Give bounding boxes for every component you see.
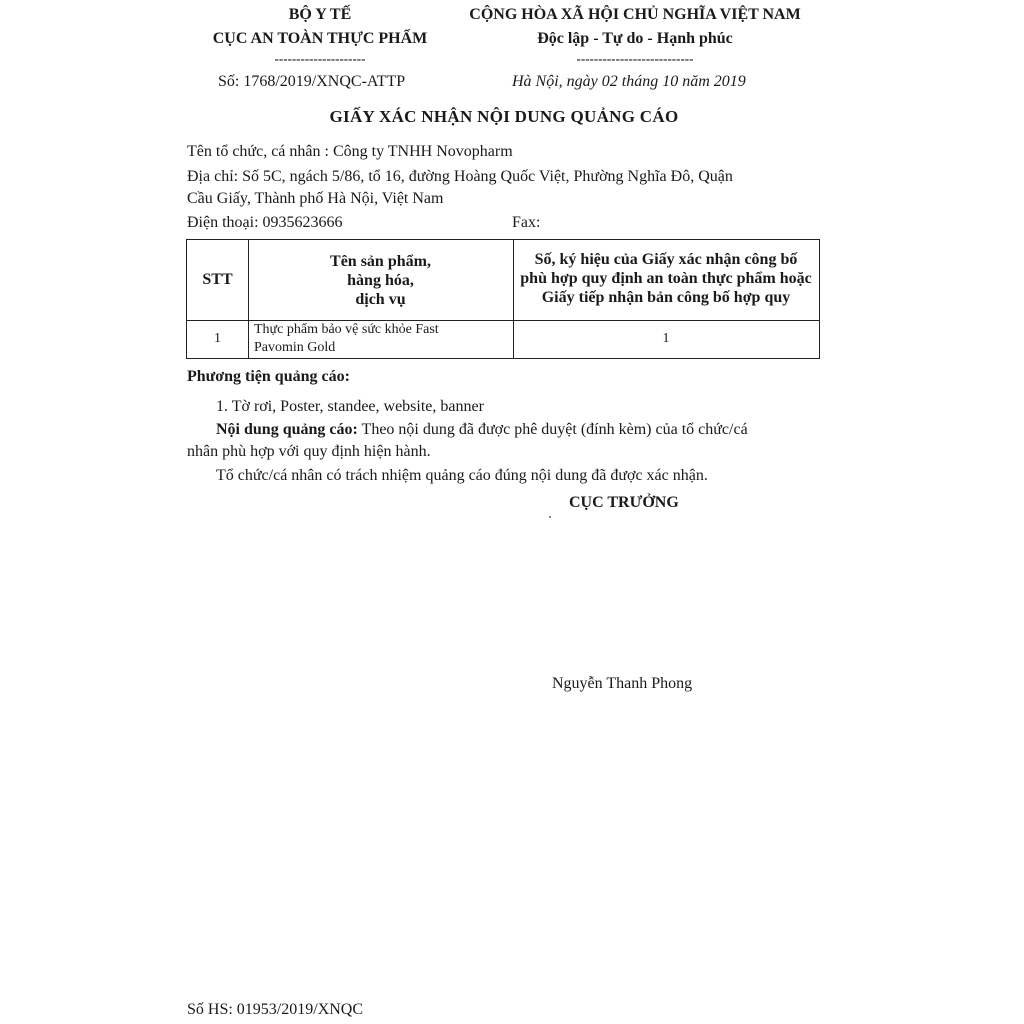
header-cert-line: phù hợp quy định an toàn thực phẩm hoặc bbox=[520, 269, 812, 287]
product-table bbox=[186, 239, 820, 359]
address-line-1: Địa chỉ: Số 5C, ngách 5/86, tổ 16, đường Hoàng Quốc Việt, Phường Nghĩa Đô, Quận bbox=[187, 168, 733, 185]
media-item-1: 1. Tờ rơi, Poster, standee, website, banner bbox=[216, 398, 484, 415]
content-line-2: nhân phù hợp với quy định hiện hành. bbox=[187, 443, 431, 460]
content-text: Theo nội dung đã được phê duyệt (đính kèm) của tổ chức/cá bbox=[357, 421, 748, 438]
header-stt: STT bbox=[202, 271, 233, 288]
row-stt: 1 bbox=[214, 331, 221, 346]
country-name: CỘNG HÒA XÃ HỘI CHỦ NGHĨA VIỆT NAM bbox=[469, 6, 801, 23]
header-product-line: hàng hóa, bbox=[347, 271, 414, 289]
media-label: Phương tiện quảng cáo: bbox=[187, 368, 350, 385]
organization-line: Tên tổ chức, cá nhân : Công ty TNHH Novopharm bbox=[187, 143, 513, 160]
content-label: Nội dung quảng cáo: bbox=[216, 421, 358, 438]
ink-dot bbox=[549, 516, 551, 518]
header-product-line: Tên sản phẩm, bbox=[330, 252, 431, 270]
motto: Độc lập - Tự do - Hạnh phúc bbox=[537, 30, 733, 47]
agency-name: CỤC AN TOÀN THỰC PHẨM bbox=[212, 30, 428, 47]
row-product-line: Thực phẩm bảo vệ sức khỏe Fast bbox=[254, 322, 439, 337]
content-line-1 bbox=[216, 421, 748, 439]
place-date: Hà Nội, ngày 02 tháng 10 năm 2019 bbox=[512, 73, 746, 90]
row-product bbox=[248, 320, 513, 358]
document-title: GIẤY XÁC NHẬN NỘI DUNG QUẢNG CÁO bbox=[329, 107, 679, 126]
row-product-line: Pavomin Gold bbox=[254, 340, 336, 355]
header-product bbox=[248, 240, 513, 320]
left-divider: --------------------- bbox=[274, 51, 366, 66]
signer-role: CỤC TRƯỞNG bbox=[569, 494, 679, 511]
fax-line: Fax: bbox=[512, 214, 541, 231]
header-cert-line: Số, ký hiệu của Giấy xác nhận công bố bbox=[534, 250, 798, 268]
row-certificate: 1 bbox=[662, 331, 670, 346]
right-divider: --------------------------- bbox=[576, 51, 694, 66]
header-cert-line: Giấy tiếp nhận bản công bố hợp quy bbox=[541, 288, 791, 306]
address-line-2: Cầu Giấy, Thành phố Hà Nội, Việt Nam bbox=[187, 190, 444, 207]
signer-name: Nguyễn Thanh Phong bbox=[552, 675, 693, 692]
header-product-line: dịch vụ bbox=[355, 290, 406, 308]
document-number: Số: 1768/2019/XNQC-ATTP bbox=[218, 73, 406, 90]
ministry-name: BỘ Y TẾ bbox=[288, 6, 352, 23]
file-number: Số HS: 01953/2019/XNQC bbox=[187, 1001, 364, 1018]
header-certificate bbox=[513, 240, 819, 320]
phone-line: Điện thoại: 0935623666 bbox=[187, 214, 343, 231]
responsibility-line: Tổ chức/cá nhân có trách nhiệm quảng cáo đúng nội dung đã được xác nhận. bbox=[216, 467, 708, 484]
